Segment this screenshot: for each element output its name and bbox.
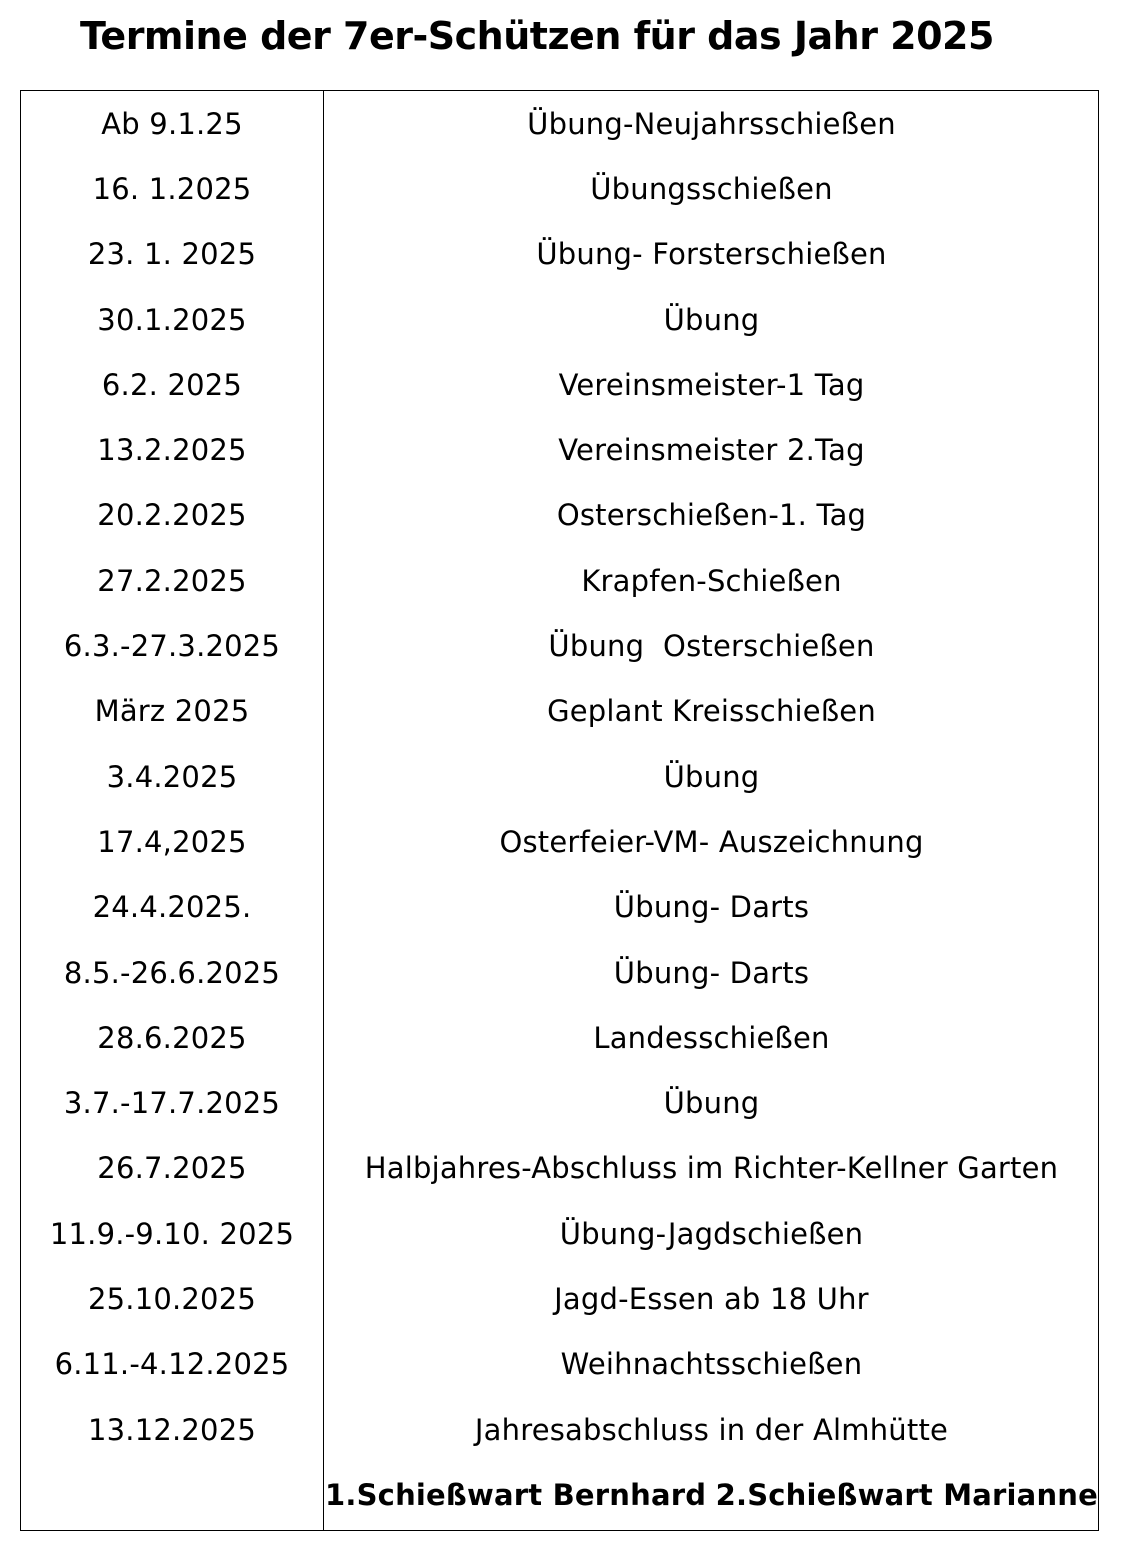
table-row [21, 483, 1098, 548]
table-row [21, 156, 1098, 221]
date-cell: Ab 9.1.25 [101, 106, 243, 141]
date-cell: 6.2. 2025 [101, 367, 243, 402]
event-cell: Vereinsmeister 2.Tag [558, 433, 865, 468]
event-cell: Osterfeier-VM- Auszeichnung [499, 824, 924, 859]
event-cell: Übung-Neujahrsschießen [527, 106, 896, 141]
event-cell: Halbjahres-Abschluss im Richter-Kellner Garten [364, 1151, 1059, 1186]
table-row [21, 222, 1098, 287]
second-warden: 2.Schießwart Marianne [715, 1477, 1098, 1512]
event-cell: Krapfen-Schießen [581, 563, 842, 598]
event-cell: Osterschießen-1. Tag [556, 498, 867, 533]
event-cell: Übung-Jagdschießen [559, 1216, 864, 1251]
date-cell: 13.12.2025 [87, 1412, 257, 1447]
event-cell: Jahresabschluss in der Almhütte [474, 1412, 949, 1447]
date-cell: 27.2.2025 [97, 563, 247, 598]
event-cell: Übungsschießen [590, 171, 833, 206]
date-cell: 8.5.-26.6.2025 [63, 955, 281, 990]
date-cell: 6.11.-4.12.2025 [54, 1347, 290, 1382]
table-row [21, 91, 1098, 156]
date-cell: 16. 1.2025 [92, 171, 252, 206]
event-cell: Übung [663, 759, 760, 794]
date-cell: 3.7.-17.7.2025 [63, 1086, 281, 1121]
schedule-rows [21, 91, 1098, 1530]
table-row [21, 352, 1098, 417]
first-warden: 1.Schießwart Bernhard [325, 1477, 707, 1512]
date-cell: 30.1.2025 [97, 302, 247, 337]
table-row [21, 1266, 1098, 1331]
date-cell: 17.4,2025 [97, 824, 247, 859]
table-row [21, 940, 1098, 1005]
table-row [21, 744, 1098, 809]
table-row [21, 1136, 1098, 1201]
table-row [21, 679, 1098, 744]
event-cell: Übung [663, 1086, 760, 1121]
table-row [21, 613, 1098, 678]
wardens-cell [325, 1462, 1098, 1527]
event-cell: Übung- Darts [613, 890, 810, 925]
date-cell: 28.6.2025 [97, 1020, 247, 1055]
table-row [21, 809, 1098, 874]
table-row [21, 1071, 1098, 1136]
event-cell: Übung- Darts [613, 955, 810, 990]
date-cell: 25.10.2025 [87, 1282, 257, 1317]
page-title: Termine der 7er-Schützen für das Jahr 2025 [80, 14, 994, 58]
schedule-table [20, 90, 1099, 1531]
date-cell: 3.4.2025 [106, 759, 238, 794]
table-row [21, 1397, 1098, 1462]
table-row [21, 875, 1098, 940]
date-cell: 20.2.2025 [97, 498, 247, 533]
event-cell: Vereinsmeister-1 Tag [558, 367, 865, 402]
event-cell: Jagd-Essen ab 18 Uhr [554, 1282, 869, 1317]
event-cell: Übung Osterschießen [548, 629, 875, 664]
signature-row [21, 1462, 1098, 1527]
event-cell: Übung [663, 302, 760, 337]
table-row [21, 287, 1098, 352]
event-cell: Übung- Forsterschießen [536, 237, 887, 272]
date-cell: 26.7.2025 [97, 1151, 247, 1186]
date-cell: März 2025 [94, 694, 250, 729]
event-cell: Weihnachtsschießen [560, 1347, 863, 1382]
date-cell [21, 1462, 323, 1527]
date-cell: 13.2.2025 [97, 433, 247, 468]
table-row [21, 1201, 1098, 1266]
event-cell: Geplant Kreisschießen [547, 694, 876, 729]
table-row [21, 418, 1098, 483]
table-row [21, 1332, 1098, 1397]
date-cell: 6.3.-27.3.2025 [63, 629, 281, 664]
event-cell: Landesschießen [593, 1020, 830, 1055]
table-row [21, 548, 1098, 613]
date-cell: 24.4.2025. [92, 890, 252, 925]
date-cell: 23. 1. 2025 [87, 237, 257, 272]
date-cell: 11.9.-9.10. 2025 [49, 1216, 295, 1251]
table-row [21, 1005, 1098, 1070]
